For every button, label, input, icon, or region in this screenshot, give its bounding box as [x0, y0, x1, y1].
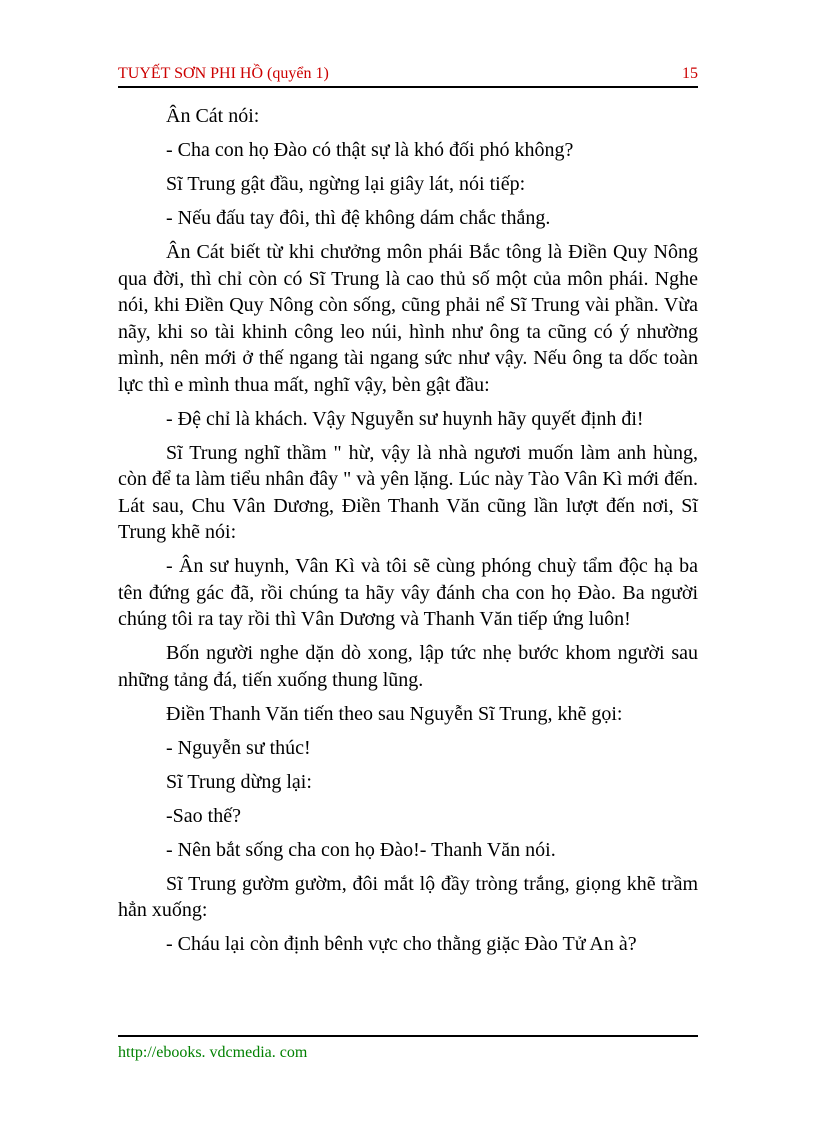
paragraph: Bốn người nghe dặn dò xong, lập tức nhẹ bước khom người sau những tảng đá, tiến xuống thung lũng. — [118, 642, 698, 691]
paragraph: - Nguyễn sư thúc! — [166, 736, 311, 759]
paragraph: Ân Cát nói: — [166, 105, 260, 127]
page-header — [118, 63, 698, 85]
paragraph: Ân Cát biết từ khi chưởng môn phái Bắc tông là Điền Quy Nông qua đời, thì chỉ còn có Sĩ Trung là cao thủ số một của môn phái. Nghe nói, khi Điền Quy Nông còn sống, cũng phải nể Sĩ Trung vài phần. Vừa nãy, khi so tài khinh công leo núi, hình như ông ta cũng có ý nhường mình, nên mới ở thế ngang tài ngang sức như vậy. Nếu ông ta dốc toàn lực thì e mình thua mất, nghĩ vậy, bèn gật đầu: — [118, 241, 698, 396]
paragraph: - Nên bắt sống cha con họ Đào!- Thanh Văn nói. — [166, 838, 556, 861]
paragraph: - Cháu lại còn định bênh vực cho thằng giặc Đào Tử An à? — [166, 933, 637, 955]
paragraph: Sĩ Trung gật đầu, ngừng lại giây lát, nói tiếp: — [166, 173, 526, 195]
paragraph: Sĩ Trung gườm gườm, đôi mắt lộ đầy tròng trắng, giọng khẽ trầm hẳn xuống: — [118, 872, 698, 921]
paragraph: Điền Thanh Văn tiến theo sau Nguyễn Sĩ Trung, khẽ gọi: — [166, 702, 623, 725]
paragraph: -Sao thế? — [166, 804, 241, 827]
footer-link[interactable]: http://ebooks. vdcmedia. com — [118, 1044, 308, 1061]
paragraph: - Cha con họ Đào có thật sự là khó đối phó không? — [166, 139, 574, 161]
paragraph: - Đệ chỉ là khách. Vậy Nguyễn sư huynh hãy quyết định đi! — [166, 407, 644, 430]
paragraph: - Nếu đấu tay đôi, thì đệ không dám chắc thắng. — [166, 207, 551, 229]
book-title: TUYẾT SƠN PHI HỒ (quyển 1) — [118, 65, 329, 82]
paragraph: Sĩ Trung dừng lại: — [166, 770, 312, 793]
paragraph: - Ân sư huynh, Vân Kì và tôi sẽ cùng phóng chuỳ tẩm độc hạ ba tên đứng gác đã, rồi chúng ta hãy vây đánh cha con họ Đào. Ba người chúng tôi ra tay rồi thì Vân Dương và Thanh Văn tiếp ứng luôn! — [118, 555, 698, 630]
footer-rule — [118, 1035, 698, 1037]
body-text — [118, 103, 698, 965]
paragraph: Sĩ Trung nghĩ thầm " hừ, vậy là nhà ngươi muốn làm anh hùng, còn để ta làm tiểu nhân đây " và yên lặng. Lúc này Tào Vân Kì mới đến. Lát sau, Chu Vân Dương, Điền Thanh Văn cũng lần lượt đến nơi, Sĩ Trung khẽ nói: — [118, 441, 698, 543]
page-number: 15 — [682, 65, 698, 82]
header-rule — [118, 86, 698, 88]
